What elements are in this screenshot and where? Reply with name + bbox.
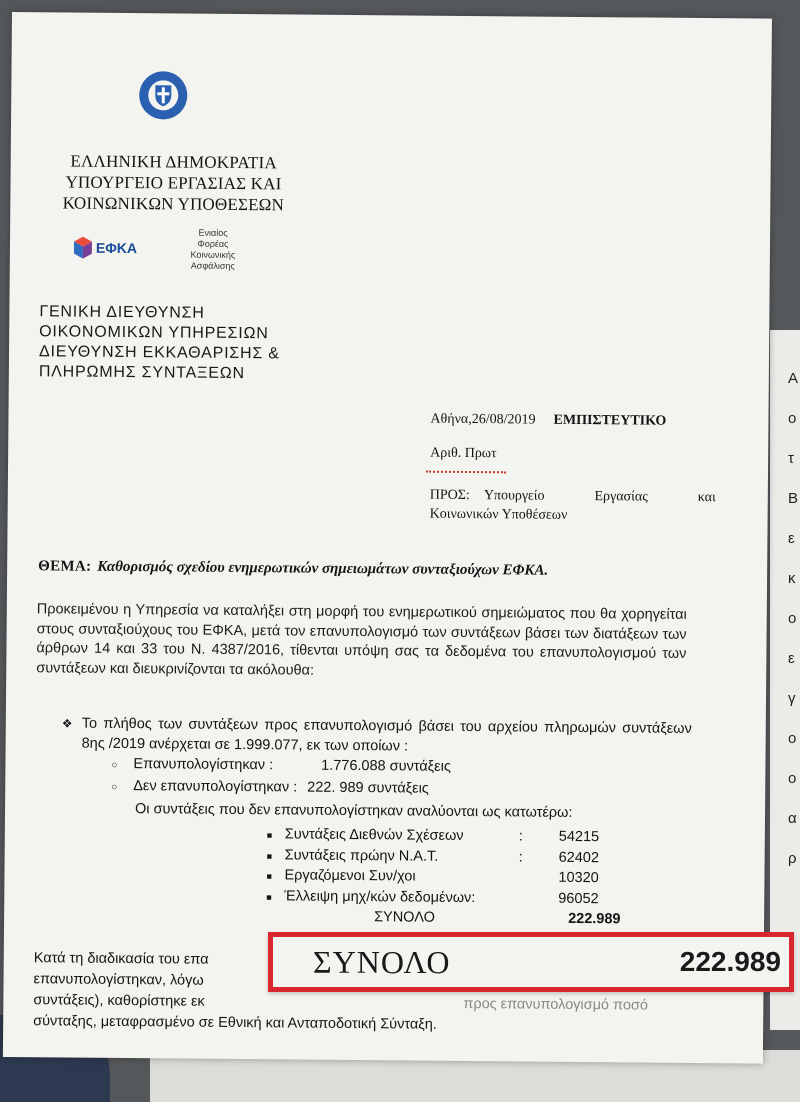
closing-line: Κατά τη διαδικασία του επα — [33, 950, 209, 968]
diamond-bullet-icon: ❖ — [61, 716, 73, 731]
circle-bullet-icon: ○ — [111, 781, 118, 793]
bullet-item — [62, 714, 692, 758]
subject-text: Καθορισμός σχεδίου ενημερωτικών σημειωμάτων συνταξιούχων ΕΦΚΑ. — [97, 558, 549, 579]
document-page — [3, 12, 772, 1064]
breakdown-value: 10320 — [558, 869, 599, 887]
closing-line-tail: προς επανυπολογισμό ποσό — [463, 995, 649, 1014]
division-line: ΟΙΚΟΝΟΜΙΚΩΝ ΥΠΗΡΕΣΙΩΝ — [39, 323, 269, 343]
breakdown-colon: : — [518, 848, 523, 865]
division-line: ΠΛΗΡΩΜΗΣ ΣΥΝΤΑΞΕΩΝ — [38, 363, 245, 383]
efka-logo-subtitle — [178, 227, 248, 272]
document-date: Αθήνα,26/08/2019 — [430, 411, 536, 428]
breakdown-colon: : — [518, 828, 523, 845]
breakdown-label: Έλλειψη μηχ/κών δεδομένων: — [284, 887, 476, 906]
sub-item-value: 222. 989 συντάξεις — [307, 779, 429, 797]
efka-logo-text: ΕΦΚΑ — [95, 239, 138, 257]
closing-line: επανυπολογίστηκαν, λόγω — [33, 971, 204, 989]
square-bullet-icon: ■ — [266, 830, 273, 841]
efka-logo — [74, 237, 137, 260]
recipient-label: ΠΡΟΣ: — [429, 487, 470, 504]
ministry-line: ΕΛΛΗΝΙΚΗ ΔΗΜΟΚΡΑΤΙΑ — [70, 151, 277, 173]
ministry-line: ΥΠΟΥΡΓΕΙΟ ΕΡΓΑΣΙΑΣ ΚΑΙ — [65, 172, 282, 194]
recipient-line: Κοινωνικών Υποθέσεων — [429, 506, 568, 523]
sub-item-not-recalculated — [111, 777, 429, 800]
sub-item-value: 1.776.088 συντάξεις — [321, 757, 451, 775]
closing-line: συντάξεις), καθορίστηκε εκ — [33, 992, 205, 1010]
division-header — [39, 302, 330, 385]
breakdown-intro: Οι συντάξεις που δεν επανυπολογίστηκαν αναλύονται ως κατωτέρω: — [134, 801, 573, 821]
recipient-block — [430, 486, 716, 526]
breakdown-value: 62402 — [558, 849, 600, 866]
breakdown-label: Συντάξεις πρώην Ν.Α.Τ. — [284, 846, 439, 865]
efka-cube-icon — [74, 237, 92, 259]
total-highlight-callout — [268, 932, 794, 992]
subject-line — [38, 558, 698, 581]
breakdown-list — [266, 824, 627, 930]
protocol-number: Αριθ. Πρωτ — [430, 445, 497, 462]
sub-item-label: Δεν επανυπολογίστηκαν : — [133, 778, 298, 796]
closing-line: σύνταξης, μεταφρασμένο σε Εθνική και Ανταποδοτική Σύνταξη. — [33, 1013, 437, 1033]
breakdown-total-row — [266, 906, 626, 930]
greek-coat-of-arms-icon — [139, 71, 187, 119]
classification-label: ΕΜΠΙΣΤΕΥΤΙΚΟ — [553, 412, 667, 429]
breakdown-value: 54215 — [558, 828, 600, 846]
protocol-dotted-line — [426, 471, 506, 474]
division-line: ΔΙΕΥΘΥΝΣΗ ΕΚΚΑΘΑΡΙΣΗΣ & — [38, 343, 280, 363]
square-bullet-icon: ■ — [266, 850, 273, 861]
sub-item-recalculated — [111, 755, 451, 778]
efka-subtitle-line: Κοινωνικής — [190, 249, 236, 260]
square-bullet-icon: ■ — [266, 891, 272, 902]
division-line: ΓΕΝΙΚΗ ΔΙΕΥΘΥΝΣΗ — [39, 303, 205, 322]
highlight-value: 222.989 — [679, 946, 781, 977]
efka-subtitle-line: Φορέας — [197, 238, 229, 249]
breakdown-total-value: 222.989 — [568, 910, 621, 928]
efka-subtitle-line: Ασφάλισης — [190, 260, 235, 271]
ministry-line: ΚΟΙΝΩΝΙΚΩΝ ΥΠΟΘΕΣΕΩΝ — [62, 193, 285, 215]
highlight-label: ΣΥΝΟΛΟ — [313, 943, 451, 980]
intro-paragraph: Προκειμένου η Υπηρεσία να καταλήξει στη μορφή του ενημερωτικού σημειώματος που θα χορηγείται στους συνταξιούχους του ΕΦΚΑ, μετά τον επανυπολογισμό των συντάξεων βάσει των διατάξεων των άρθρων 14 και 33 του Ν. 4387/2016, τίθενται υπόψη σας τα δεδομένα του επανυπολογισμού των συντάξεων και διευκρινίζονται τα ακόλουθα: — [36, 601, 687, 679]
bullet-text: Το πλήθος των συντάξεων προς επανυπολογισμό βάσει του αρχείου πληρωμών συντάξεων 8ης /2019 ανέρχεται σε 1.999.077, εκ των οποίων : — [81, 715, 692, 754]
efka-subtitle-line: Ενιαίος — [198, 227, 228, 238]
background-page-edge: Α ο τ Β ε κ ο ε γ ο ο α ρ — [770, 330, 800, 1030]
breakdown-value: 96052 — [558, 890, 599, 907]
breakdown-label: Εργαζόμενοι Συν/χοι — [284, 867, 416, 885]
square-bullet-icon: ■ — [266, 871, 272, 882]
subject-label: ΘΕΜΑ: — [38, 558, 92, 575]
sub-item-label: Επανυπολογίστηκαν : — [133, 756, 274, 774]
breakdown-total-label: ΣΥΝΟΛΟ — [374, 909, 435, 926]
ministry-header — [48, 150, 299, 215]
date-line — [430, 412, 666, 430]
recipient-line: Υπουργείο Εργασίας και — [483, 488, 716, 506]
breakdown-label: Συντάξεις Διεθνών Σχέσεων — [284, 826, 464, 844]
circle-bullet-icon: ○ — [111, 759, 118, 771]
